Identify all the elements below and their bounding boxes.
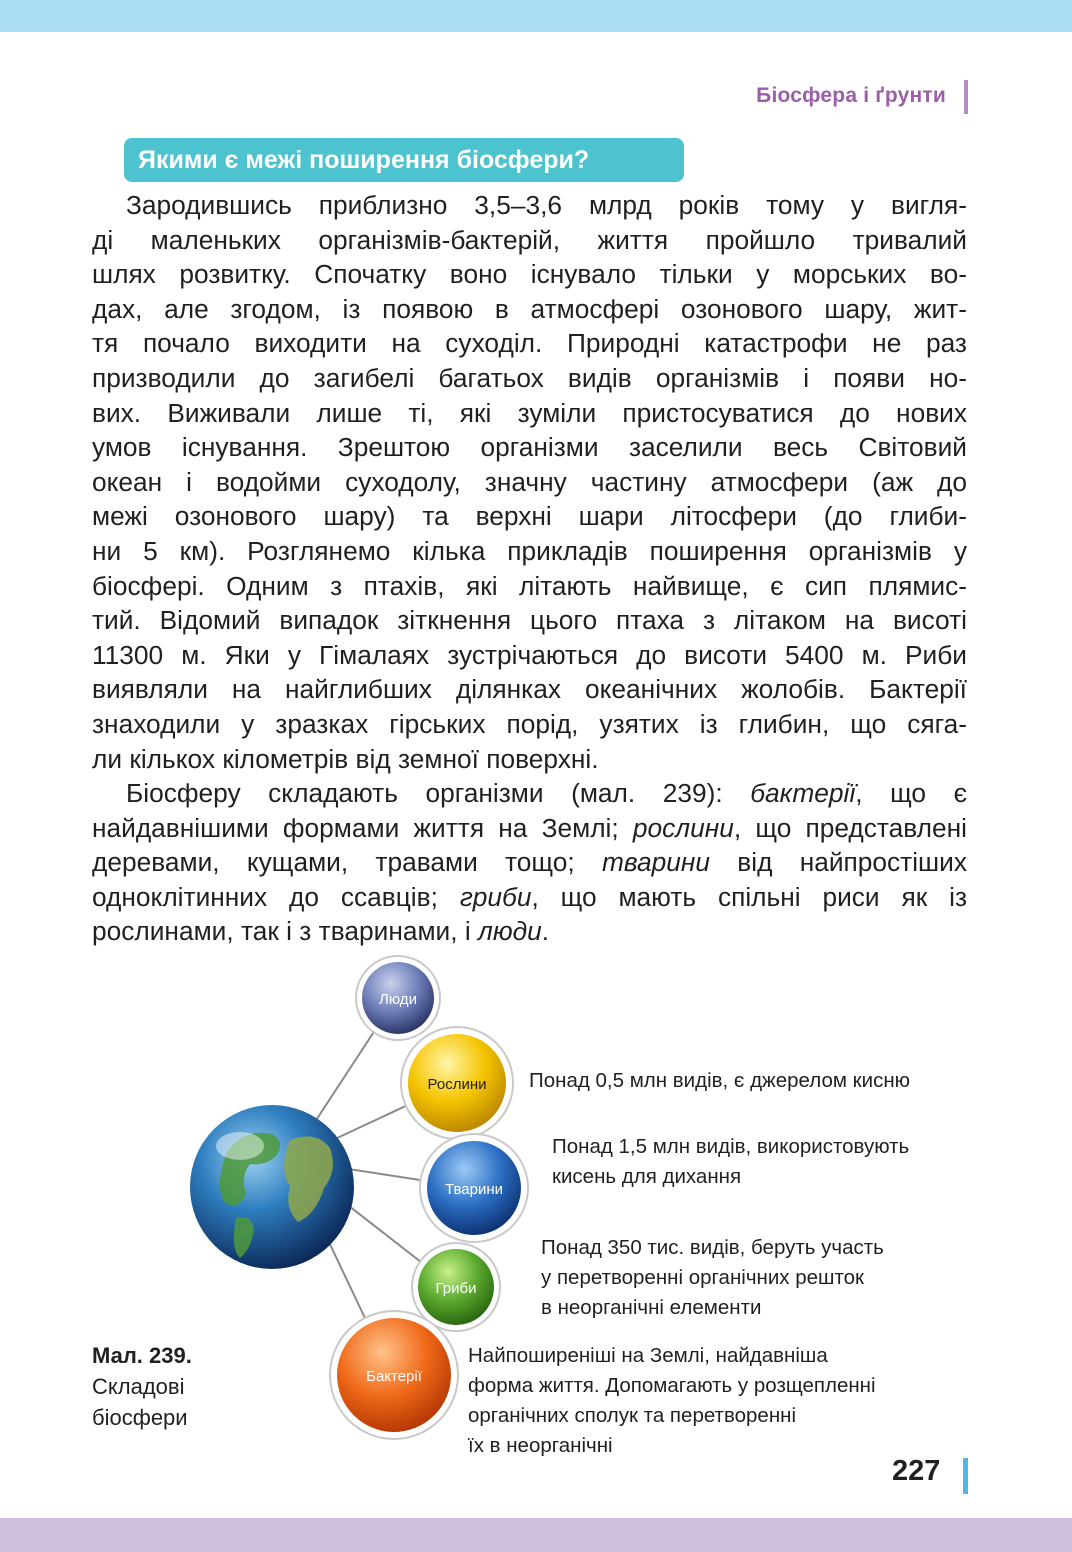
paragraph-1-line: виявляли на найглибших ділянках океанічних жолобів. Бактерії <box>92 674 967 705</box>
caption-number: Мал. 239. <box>92 1343 192 1368</box>
sphere-bacteria-label: Бактерії <box>366 1368 422 1385</box>
paragraph-1-line: ді маленьких організмів-бактерій, життя пройшло тривалий <box>92 224 967 255</box>
paragraph-1-line: ни 5 км). Розглянемо кілька прикладів поширення організмів у <box>92 535 967 566</box>
caption-line-2: біосфери <box>92 1405 188 1430</box>
p2-text-5: , що мають спільні риси як із рослинами, так і з тваринами, і <box>92 881 967 947</box>
running-head: Біосфера і ґрунти <box>756 84 946 107</box>
paragraph-1-line: дах, але згодом, із появою в атмосфері озонового шару, жит- <box>92 293 967 324</box>
paragraph-1-line: Зародившись приблизно 3,5–3,6 млрд років тому у вигля- <box>126 190 967 220</box>
desc-plants <box>529 1066 910 1096</box>
sphere-fungi-label: Гриби <box>435 1280 477 1297</box>
sphere-people <box>356 956 440 1040</box>
sphere-bacteria <box>330 1311 458 1439</box>
bottom-color-band <box>0 1518 1072 1552</box>
desc-animals <box>552 1132 909 1192</box>
body-text <box>92 188 967 949</box>
page-number-divider <box>963 1458 968 1494</box>
paragraph-1-line: шлях розвитку. Спочатку воно існувало тільки у морських во- <box>92 259 967 290</box>
paragraph-1-line: знаходили у зразках гірських порід, узятих із глибин, що сяга- <box>92 708 967 739</box>
desc-fungi <box>541 1233 884 1323</box>
desc-bacteria-line: Найпоширеніші на Землі, найдавніша <box>468 1344 828 1367</box>
paragraph-1-line: 11300 м. Яки у Гімалаях зустрічаються до висоти 5400 м. Риби <box>92 639 967 670</box>
paragraph-1-line: океан і водойми суходолу, значну частину атмосфери (аж до <box>92 466 967 497</box>
desc-fungi-line: Понад 350 тис. видів, беруть участь <box>541 1236 884 1259</box>
paragraph-1-line: тя почало виходити на суходіл. Природні катастрофи не раз <box>92 328 967 359</box>
desc-bacteria-line: форма життя. Допомагають у розщепленні <box>468 1374 876 1397</box>
sphere-people-label: Люди <box>379 991 417 1008</box>
section-heading: Якими є межі поширення біосфери? <box>124 138 684 182</box>
desc-bacteria <box>468 1341 876 1461</box>
desc-plants-line: Понад 0,5 млн видів, є джерелом кисню <box>529 1069 911 1092</box>
desc-bacteria-line: органічних сполук та перетворенні <box>468 1404 797 1427</box>
paragraph-1-line: призводили до загибелі багатьох видів організмів і появи но- <box>92 362 967 393</box>
p2-text-1: Біосферу складають організми (мал. 239): <box>126 778 751 809</box>
term-plants: рослини <box>632 812 734 843</box>
desc-fungi-line: в неорганічні елементи <box>541 1296 762 1319</box>
paragraph-2 <box>92 776 967 949</box>
sphere-plants <box>401 1027 513 1139</box>
earth-globe <box>190 1105 354 1269</box>
paragraph-1-line: умов існування. Зрештою організми заселили весь Світовий <box>92 432 967 463</box>
sphere-fungi <box>412 1243 500 1331</box>
top-color-band <box>0 0 1072 32</box>
sphere-animals <box>420 1134 528 1242</box>
term-people: люди <box>478 916 542 947</box>
p2-text-6: . <box>541 916 550 947</box>
p2-text-2: , що є найдавнішими формами життя на Землі; <box>92 778 967 843</box>
term-bacteria: бактерії <box>750 778 856 809</box>
page-number: 227 <box>892 1455 941 1487</box>
running-head-divider <box>964 80 968 114</box>
term-animals: тварини <box>601 847 710 878</box>
p2-text-4: від найпростіших одноклітинних до ссавців; <box>92 847 967 912</box>
desc-animals-line: кисень для дихання <box>552 1165 742 1188</box>
paragraph-1-line: вих. Виживали лише ті, які зуміли пристосуватися до нових <box>92 397 967 428</box>
desc-animals-line: Понад 1,5 млн видів, використовують <box>552 1135 910 1158</box>
desc-fungi-line: у перетворенні органічних решток <box>541 1266 864 1289</box>
paragraph-1-line: межі озонового шару) та верхні шари літосфери (до глиби- <box>92 501 967 532</box>
paragraph-1-line: біосфері. Одним з птахів, які літають найвище, є сип плямис- <box>92 570 967 601</box>
p2-text-3: , що представлені деревами, кущами, травами тощо; <box>92 812 967 878</box>
sphere-plants-label: Рослини <box>427 1076 487 1093</box>
paragraph-1-line: тий. Відомий випадок зіткнення цього птаха з літаком на висоті <box>92 605 967 636</box>
sphere-animals-label: Тварини <box>444 1181 504 1198</box>
paragraph-1 <box>92 188 967 776</box>
caption-line-1: Складові <box>92 1374 185 1399</box>
term-fungi: гриби <box>459 881 532 912</box>
figure-caption <box>92 1340 192 1433</box>
desc-bacteria-line: їх в неорганічні <box>468 1434 613 1457</box>
paragraph-1-line: ли кількох кілометрів від земної поверхні. <box>92 743 599 774</box>
